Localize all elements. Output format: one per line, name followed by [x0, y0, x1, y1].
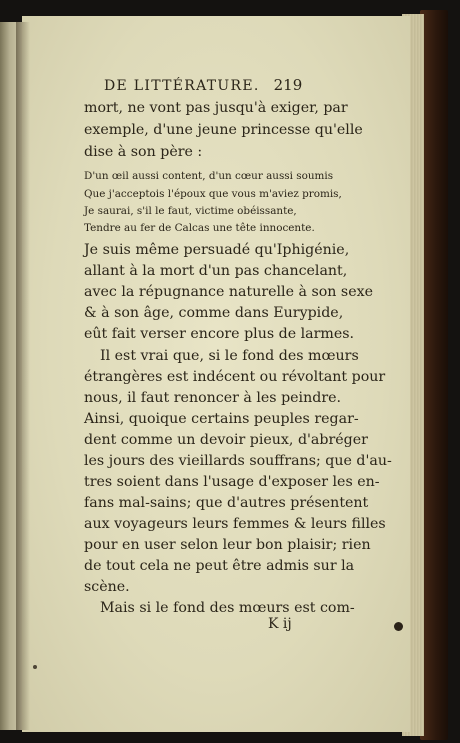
text-line: mort, ne vont pas jusqu'à exiger, par	[84, 100, 348, 116]
verse-line: Je saurai, s'il le faut, victime obéissante,	[84, 205, 297, 217]
verse-line: D'un œil aussi content, d'un cœur aussi soumis	[84, 170, 334, 182]
verse-line: Tendre au fer de Calcas une tête innocente.	[84, 222, 315, 234]
signature-mark: K ij	[268, 616, 292, 632]
text-line: exemple, d'une jeune princesse qu'elle	[84, 122, 363, 138]
text-line: Mais si le fond des mœurs est com-	[100, 600, 355, 616]
text-line: les jours des vieillards souffrans; que d'au-	[84, 453, 392, 469]
text-line: nous, il faut renoncer à les peindre.	[84, 390, 342, 406]
running-head-title: DE LITTÉRATURE.	[104, 78, 260, 94]
text-line: Je suis même persuadé qu'Iphigénie,	[84, 242, 350, 258]
verse-line: Que j'acceptois l'époux que vous m'aviez promis,	[84, 188, 342, 200]
binding-shadow	[16, 22, 30, 730]
text-line: avec la répugnance naturelle à son sexe	[84, 284, 374, 300]
text-line: allant à la mort d'un pas chancelant,	[84, 263, 348, 279]
text-line: aux voyageurs leurs femmes & leurs filles	[84, 516, 386, 532]
foxing-spot	[33, 665, 37, 669]
running-header	[104, 76, 302, 94]
text-line: Il est vrai que, si le fond des mœurs	[100, 348, 359, 364]
foxing-spot	[394, 622, 403, 631]
page-number: 219	[273, 76, 303, 94]
text-line: pour en user selon leur bon plaisir; rien	[84, 537, 371, 553]
text-line: eût fait verser encore plus de larmes.	[84, 326, 355, 342]
text-line: & à son âge, comme dans Eurypide,	[84, 305, 344, 321]
text-line: étrangères est indécent ou révoltant pour	[84, 369, 386, 385]
text-line: tres soient dans l'usage d'exposer les en-	[84, 474, 380, 490]
text-line: fans mal-sains; que d'autres présentent	[84, 495, 369, 511]
text-line: de tout cela ne peut être admis sur la	[84, 558, 355, 574]
text-line: Ainsi, quoique certains peuples regar-	[84, 411, 359, 427]
text-line: scène.	[84, 579, 130, 595]
book-cover-edge	[420, 10, 448, 740]
text-line: dise à son père :	[84, 144, 203, 160]
text-line: dent comme un devoir pieux, d'abréger	[84, 432, 368, 448]
